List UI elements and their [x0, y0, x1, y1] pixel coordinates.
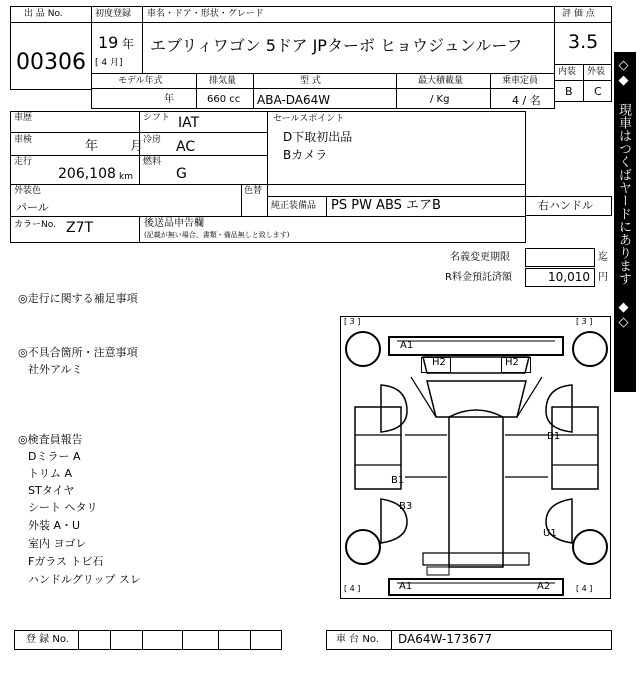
- mark-a2-bottom: A2: [537, 581, 551, 592]
- recycle-value: 10,010: [548, 270, 590, 284]
- inspector-label: ◎検査員報告: [18, 433, 83, 446]
- interior-label: 内装: [558, 67, 577, 77]
- side-banner: [614, 52, 636, 392]
- fuel: G: [176, 166, 187, 182]
- year-unit: 年: [122, 37, 135, 51]
- defects-label: ◎不具合箇所・注意事項: [18, 346, 138, 359]
- ac: AC: [176, 139, 196, 155]
- name-change-box: [525, 248, 595, 267]
- interior-grade: B: [565, 85, 573, 98]
- defect-item: 社外アルミ: [28, 363, 83, 376]
- fuel-label: 燃料: [143, 157, 162, 167]
- shift: IAT: [178, 115, 200, 131]
- max-load-label: 最大積載量: [418, 76, 464, 86]
- exterior-color: パール: [16, 201, 49, 214]
- displacement: 660 cc: [207, 94, 241, 105]
- equipment: PS PW ABS エアB: [331, 198, 441, 213]
- mark-h2-left: H2: [432, 357, 446, 368]
- car-outline: [341, 317, 612, 600]
- side-banner-text: ◇◆ 現車はつくばヤードにあります ◆◇: [616, 58, 631, 330]
- declaration-note: (記載が無い場合、書類・備品無しと致します): [144, 231, 290, 239]
- mileage-unit: km: [119, 172, 133, 182]
- mark-a1-top: A1: [400, 340, 414, 351]
- mileage: 206,108: [58, 166, 116, 182]
- model: ABA-DA64W: [257, 93, 331, 107]
- inspection-value: 年 月: [85, 139, 144, 154]
- mark-h2-right: H2: [505, 357, 519, 368]
- rating: 3.5: [568, 31, 599, 53]
- capacity-label: 乗車定員: [502, 76, 539, 86]
- inspector-item: 外装 A・U: [28, 519, 81, 532]
- corner-br: [ 4 ]: [576, 584, 593, 593]
- rating-label: 評 価 点: [562, 9, 595, 19]
- mark-u1: U1: [543, 528, 557, 539]
- exterior-grade: C: [594, 85, 602, 98]
- steering: 右ハンドル: [538, 199, 593, 212]
- first-reg-month: [ 4 月]: [95, 58, 123, 68]
- inspector-item: ハンドルグリップ スレ: [28, 573, 141, 586]
- chassis-label: 車 台 No.: [336, 634, 379, 645]
- car-name: エブリィワゴン 5ドア JPターボ ヒョウジュンルーフ: [150, 36, 523, 55]
- name-change-label: 名義変更期限: [450, 252, 510, 263]
- recycle-label: R料金預託済額: [445, 272, 512, 283]
- mileage-label: 走行: [14, 157, 33, 167]
- inspector-item: 室内 ヨゴレ: [28, 537, 87, 550]
- color-no: Z7T: [66, 220, 94, 236]
- mark-b1-right: B1: [547, 431, 561, 442]
- corner-bl: [ 4 ]: [344, 584, 361, 593]
- sales-point-label: セールスポイント: [273, 114, 345, 124]
- sales-point-2: Bカメラ: [283, 148, 328, 162]
- model-year-unit: 年: [164, 94, 174, 105]
- sales-point-1: D下取初出品: [283, 130, 353, 144]
- model-label: 型 式: [300, 76, 321, 86]
- car-name-label: 車名・ドア・形状・グレード: [147, 9, 264, 19]
- first-reg-label: 初度登録: [95, 9, 132, 19]
- model-year-label: モデル年式: [118, 76, 163, 86]
- equipment-label: 純正装備品: [271, 201, 317, 211]
- driving-notes-label: ◎走行に関する補足事項: [18, 292, 138, 305]
- inspector-item: Dミラー A: [28, 450, 81, 463]
- mark-a1-bottom: A1: [399, 581, 413, 592]
- history-label: 車歴: [14, 113, 33, 123]
- chassis-no: DA64W-173677: [398, 632, 493, 646]
- ac-label: 冷房: [143, 135, 162, 145]
- max-load: / Kg: [430, 94, 450, 105]
- inspector-item: Fガラス トビ石: [28, 555, 104, 568]
- lot-no: 00306: [16, 50, 86, 75]
- reg-no-label: 登 録 No.: [26, 634, 69, 645]
- color-no-label: カラーNo.: [14, 220, 56, 230]
- mark-b3: B3: [399, 501, 413, 512]
- inspection-label: 車検: [14, 135, 33, 145]
- shift-label: シフト: [143, 113, 171, 123]
- displacement-label: 排気量: [209, 76, 237, 86]
- declaration-label: 後送品申告欄: [144, 218, 204, 229]
- exterior-color-label: 外装色: [14, 186, 42, 196]
- recycle-unit: 円: [598, 272, 608, 283]
- exterior-label: 外装: [587, 67, 606, 77]
- mark-b1-left: B1: [391, 475, 405, 486]
- lot-no-label: 出 品 No.: [24, 9, 63, 19]
- name-change-unit: 迄: [598, 252, 608, 263]
- car-diagram: [340, 316, 611, 599]
- color-change-label: 色替: [244, 186, 263, 196]
- inspector-item: トリム A: [28, 467, 73, 480]
- inspector-item: シート ヘタリ: [28, 501, 98, 514]
- first-reg-year: 19: [98, 33, 119, 52]
- capacity: 4 / 名: [512, 94, 541, 107]
- corner-tl: [ 3 ]: [344, 317, 361, 326]
- corner-tr: [ 3 ]: [576, 317, 593, 326]
- inspector-item: STタイヤ: [28, 484, 75, 497]
